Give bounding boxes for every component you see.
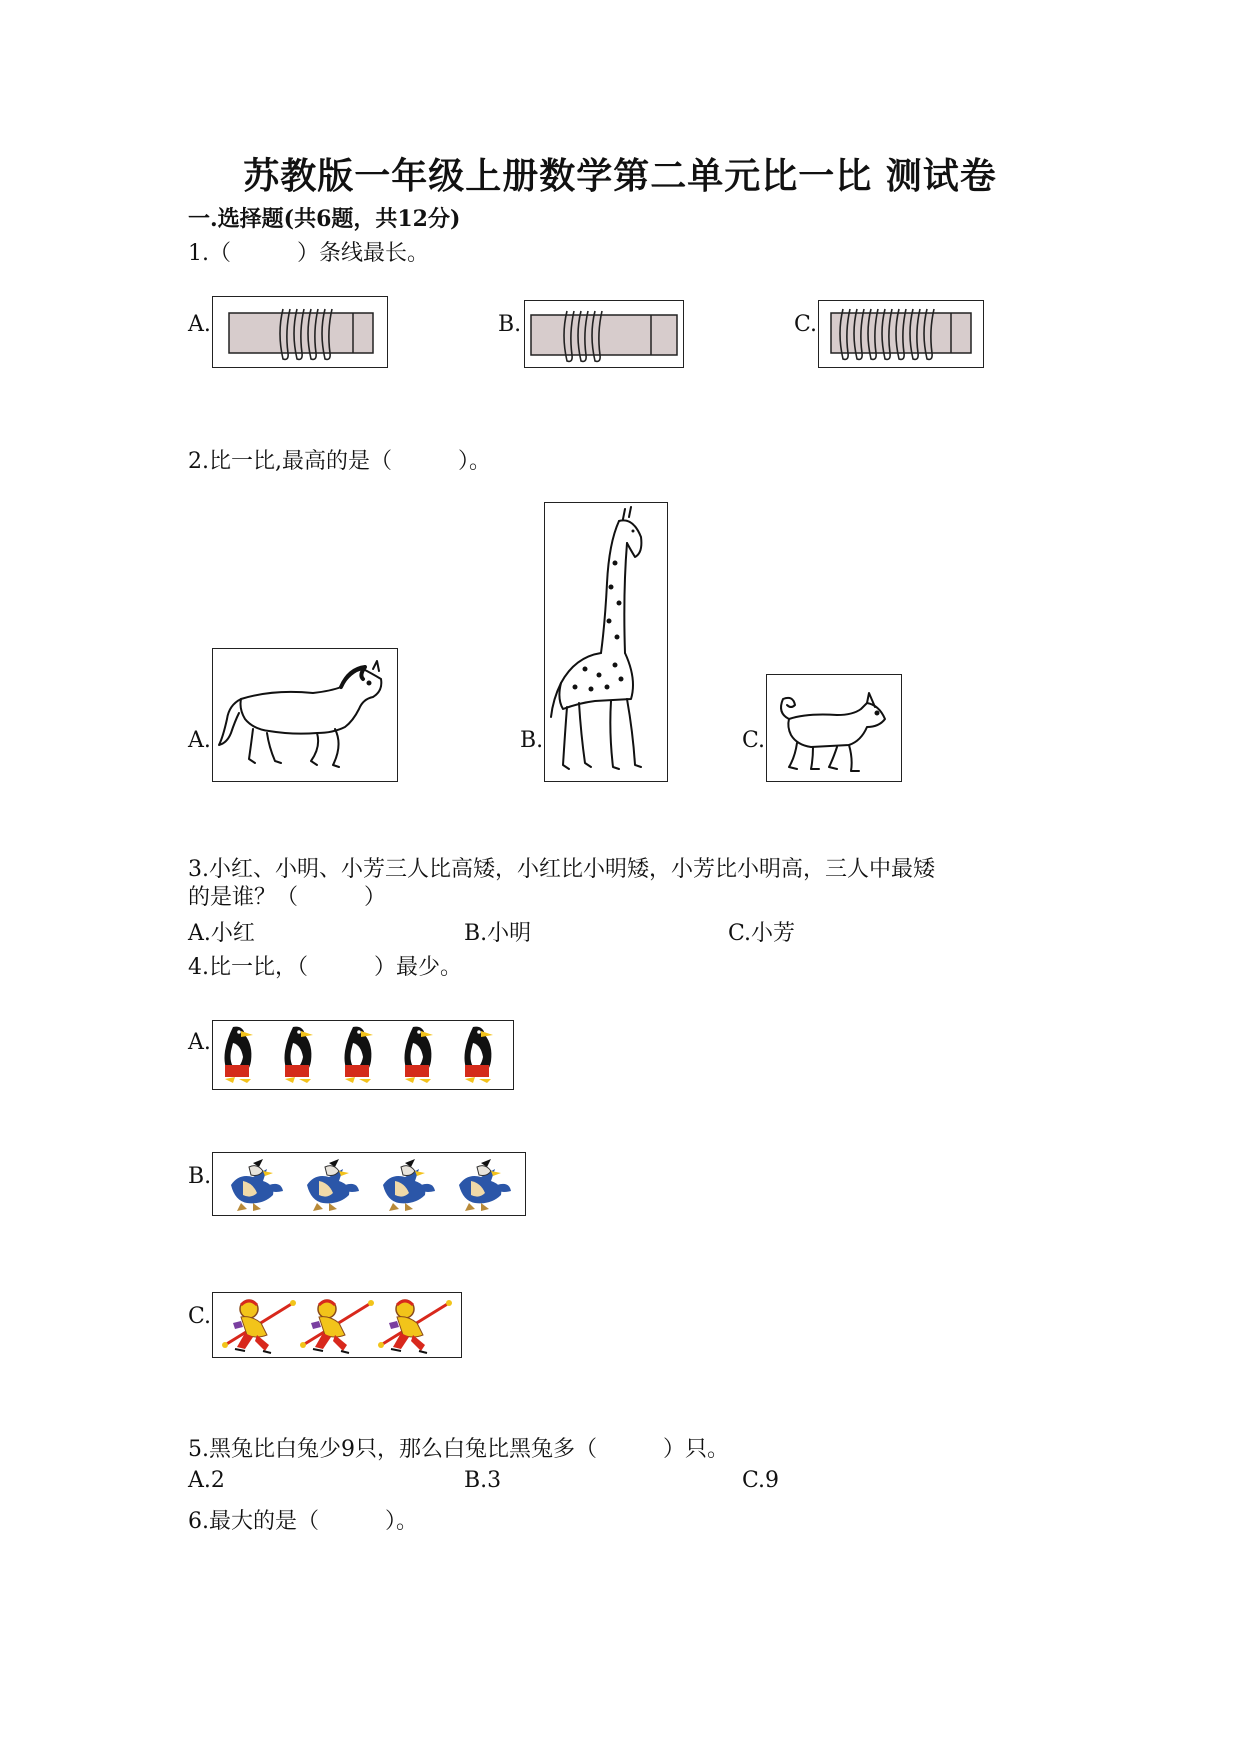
q4-option-a-label[interactable]: A. bbox=[188, 1030, 211, 1055]
horse-image[interactable] bbox=[212, 648, 398, 782]
question-3-text-line2: 的是谁？（ ） bbox=[188, 885, 387, 910]
page-title: 苏教版一年级上册数学第二单元比一比 测试卷 bbox=[243, 155, 997, 197]
q5-option-c[interactable]: C.9 bbox=[742, 1468, 780, 1493]
q1-option-b-image[interactable] bbox=[524, 300, 684, 368]
q1-option-a-image[interactable] bbox=[212, 296, 388, 368]
q5-option-b[interactable]: B.3 bbox=[464, 1468, 502, 1493]
dog-image[interactable] bbox=[766, 674, 902, 782]
birds-image[interactable] bbox=[212, 1152, 526, 1216]
question-6-text: 6.最大的是（ ）。 bbox=[188, 1509, 418, 1534]
question-2-text: 2.比一比,最高的是（ ）。 bbox=[188, 449, 491, 474]
monkeys-image[interactable] bbox=[212, 1292, 462, 1358]
q1-option-c-label[interactable]: C. bbox=[794, 312, 818, 337]
q5-option-a[interactable]: A.2 bbox=[188, 1468, 225, 1493]
q2-option-a-label[interactable]: A. bbox=[188, 728, 211, 753]
penguins-image[interactable] bbox=[212, 1020, 514, 1090]
q3-option-b[interactable]: B.小明 bbox=[464, 921, 532, 946]
q4-option-c-label[interactable]: C. bbox=[188, 1304, 212, 1329]
question-5-text: 5.黑兔比白兔少9只，那么白兔比黑兔多（ ）只。 bbox=[188, 1437, 729, 1462]
q3-option-c[interactable]: C.小芳 bbox=[728, 921, 796, 946]
q1-option-a-label[interactable]: A. bbox=[188, 312, 211, 337]
q2-option-b-label[interactable]: B. bbox=[520, 728, 544, 753]
q3-option-a[interactable]: A.小红 bbox=[188, 921, 255, 946]
question-3-text-line1: 3.小红、小明、小芳三人比高矮，小红比小明矮，小芳比小明高，三人中最矮 bbox=[188, 857, 935, 882]
q1-option-b-label[interactable]: B. bbox=[498, 312, 522, 337]
q4-option-b-label[interactable]: B. bbox=[188, 1164, 212, 1189]
giraffe-image[interactable] bbox=[544, 502, 668, 782]
question-4-text: 4.比一比，（ ）最少。 bbox=[188, 955, 462, 980]
question-1-text: 1.（ ）条线最长。 bbox=[188, 241, 429, 266]
q2-option-c-label[interactable]: C. bbox=[742, 728, 766, 753]
section-heading: 一.选择题(共6题，共12分) bbox=[188, 206, 461, 232]
q1-option-c-image[interactable] bbox=[818, 300, 984, 368]
